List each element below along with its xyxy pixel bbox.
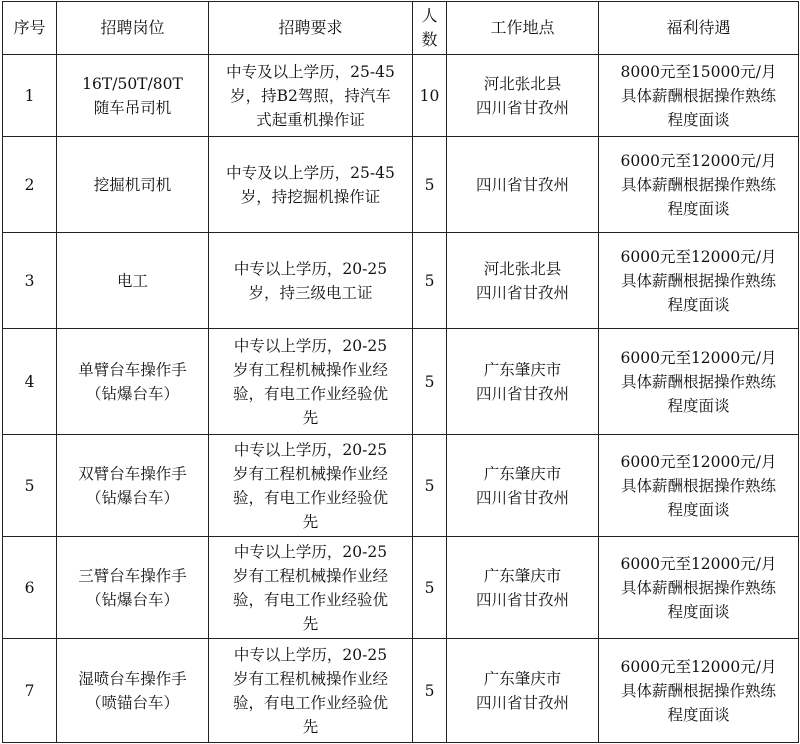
cell-requirement: 中专以上学历，20-25 岁有工程机械操作业经 验，有电工作业经验优 先 [209, 329, 413, 435]
header-post: 招聘岗位 [57, 2, 209, 55]
cell-location: 河北张北县 四川省甘孜州 [447, 233, 599, 329]
cell-count: 5 [413, 435, 447, 537]
cell-count: 5 [413, 233, 447, 329]
cell-benefit: 6000元至12000元/月 具体薪酬根据操作熟练 程度面谈 [599, 233, 799, 329]
cell-location: 广东肇庆市 四川省甘孜州 [447, 329, 599, 435]
cell-no: 6 [3, 537, 57, 639]
cell-no: 2 [3, 137, 57, 233]
cell-count: 5 [413, 537, 447, 639]
recruitment-table [2, 1, 799, 743]
cell-requirement: 中专以上学历，20-25 岁有工程机械操作业经 验，有电工作业经验优 先 [209, 639, 413, 743]
cell-requirement: 中专及以上学历，25-45 岁，持挖掘机操作证 [209, 137, 413, 233]
cell-no: 3 [3, 233, 57, 329]
header-benefit: 福利待遇 [599, 2, 799, 55]
header-location: 工作地点 [447, 2, 599, 55]
table-row [3, 639, 799, 743]
header-requirement: 招聘要求 [209, 2, 413, 55]
cell-post: 单臂台车操作手 （钻爆台车） [57, 329, 209, 435]
table-row [3, 329, 799, 435]
cell-benefit: 6000元至12000元/月 具体薪酬根据操作熟练 程度面谈 [599, 639, 799, 743]
cell-count: 5 [413, 137, 447, 233]
cell-location: 广东肇庆市 四川省甘孜州 [447, 537, 599, 639]
cell-location: 广东肇庆市 四川省甘孜州 [447, 639, 599, 743]
cell-location: 河北张北县 四川省甘孜州 [447, 55, 599, 137]
cell-requirement: 中专以上学历，20-25 岁有工程机械操作业经 验，有电工作业经验优 先 [209, 435, 413, 537]
cell-benefit: 6000元至12000元/月 具体薪酬根据操作熟练 程度面谈 [599, 435, 799, 537]
table-header-row [3, 2, 799, 55]
cell-post: 挖掘机司机 [57, 137, 209, 233]
cell-location: 广东肇庆市 四川省甘孜州 [447, 435, 599, 537]
table-row [3, 537, 799, 639]
header-no: 序号 [3, 2, 57, 55]
cell-post: 双臂台车操作手 （钻爆台车） [57, 435, 209, 537]
table-row [3, 435, 799, 537]
cell-benefit: 6000元至12000元/月 具体薪酬根据操作熟练 程度面谈 [599, 537, 799, 639]
cell-post: 湿喷台车操作手 （喷锚台车） [57, 639, 209, 743]
header-count: 人 数 [413, 2, 447, 55]
cell-no: 4 [3, 329, 57, 435]
cell-requirement: 中专以上学历，20-25 岁，持三级电工证 [209, 233, 413, 329]
cell-location: 四川省甘孜州 [447, 137, 599, 233]
cell-requirement: 中专及以上学历，25-45 岁，持B2驾照，持汽车 式起重机操作证 [209, 55, 413, 137]
cell-count: 5 [413, 329, 447, 435]
cell-count: 5 [413, 639, 447, 743]
cell-count: 10 [413, 55, 447, 137]
cell-requirement: 中专以上学历，20-25 岁有工程机械操作业经 验，有电工作业经验优 先 [209, 537, 413, 639]
cell-benefit: 8000元至15000元/月 具体薪酬根据操作熟练 程度面谈 [599, 55, 799, 137]
cell-post: 16T/50T/80T 随车吊司机 [57, 55, 209, 137]
table-row [3, 233, 799, 329]
cell-post: 电工 [57, 233, 209, 329]
table-row [3, 55, 799, 137]
cell-no: 5 [3, 435, 57, 537]
cell-no: 7 [3, 639, 57, 743]
cell-benefit: 6000元至12000元/月 具体薪酬根据操作熟练 程度面谈 [599, 137, 799, 233]
cell-no: 1 [3, 55, 57, 137]
cell-benefit: 6000元至12000元/月 具体薪酬根据操作熟练 程度面谈 [599, 329, 799, 435]
cell-post: 三臂台车操作手 （钻爆台车） [57, 537, 209, 639]
table-row [3, 137, 799, 233]
